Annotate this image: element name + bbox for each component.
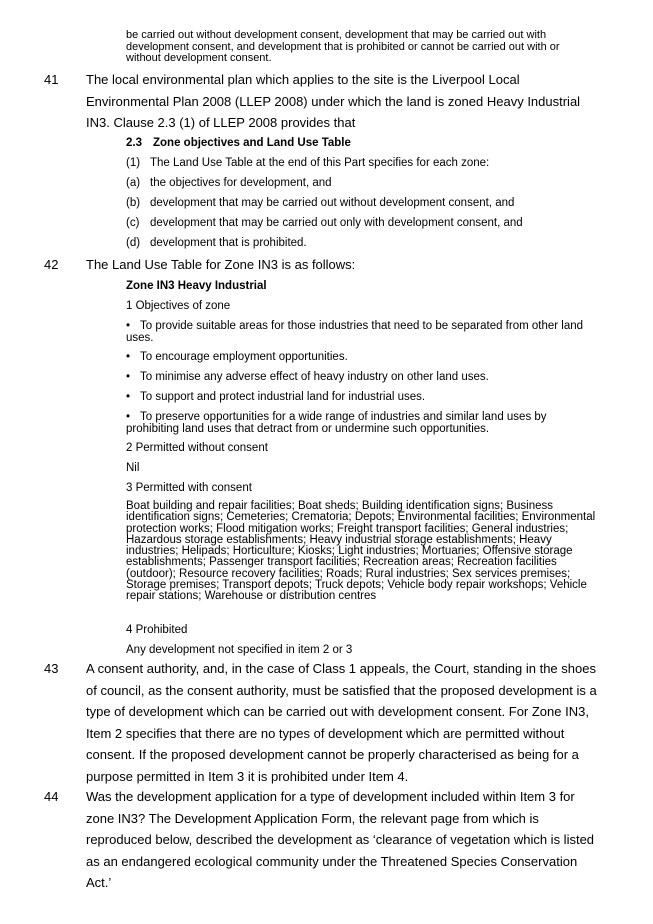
item-marker: (1) <box>126 157 141 169</box>
paragraph-text: The local environmental plan which applies to the site is the Liverpool Local Environmental Plan 2008 (LLEP 2008) under which the land is zoned Heavy Industrial IN3. Clause 2.3 (1) of LLEP 2008 provides that <box>86 72 581 130</box>
prohibited-value: Any development not specified in item 2 or 3 <box>126 644 353 656</box>
objective-item <box>126 391 596 403</box>
zone-title: Zone IN3 Heavy Industrial <box>126 280 267 292</box>
bullet: • <box>126 351 131 363</box>
objective-text: To preserve opportunities for a wide range of industries and similar land uses by prohibiting land uses that detract from or undermine such opportunities. <box>126 411 547 435</box>
item-text: The Land Use Table at the end of this Part specifies for each zone: <box>150 157 490 169</box>
objective-item <box>126 320 596 344</box>
objective-item <box>126 371 596 383</box>
objective-text: To minimise any adverse effect of heavy industry on other land uses. <box>140 371 489 383</box>
paragraph-text: A consent authority, and, in the case of Class 1 appeals, the Court, standing in the shoes of council, as the consent authority, must be satisfied that the proposed development is a type of development which can be carried out with development consent. For Zone IN3, Item 2 specifies that there are no types of development which are permitted without consent. If the proposed development cannot be properly characterised as being for a purpose permitted in Item 3 it is prohibited under Item 4. <box>86 661 597 784</box>
bullet: • <box>126 391 131 403</box>
clause-heading <box>126 137 596 149</box>
prohibited-heading: 4 Prohibited <box>126 624 188 636</box>
objective-item <box>126 351 596 363</box>
quoted-text-fragment: be carried out without development consent, development that may be carried out with development consent, and development that is prohibited or cannot be carried out with or without development consent. <box>126 29 560 64</box>
with-consent-heading: 3 Permitted with consent <box>126 482 252 494</box>
bullet: • <box>126 411 131 423</box>
clause-item <box>126 157 596 169</box>
paragraph-text: The Land Use Table for Zone IN3 is as follows: <box>86 257 356 272</box>
paragraph-number: 42 <box>44 257 59 272</box>
clause-quote <box>126 137 596 249</box>
item-marker: (b) <box>126 197 141 209</box>
item-text: development that is prohibited. <box>150 237 307 249</box>
without-consent-heading: 2 Permitted without consent <box>126 442 268 454</box>
clause-number: 2.3 <box>126 137 142 149</box>
objectives-heading: 1 Objectives of zone <box>126 300 231 312</box>
with-consent-list: Boat building and repair facilities; Boat sheds; Building identification signs; Business identification signs; Cemeteries; Crematoria; Depots; Environmental facilities; Environmental protection works; Flood mitigation works; Freight transport facilities; General industries; Hazardous storage establishments; Heavy industrial storage establishments; Heavy industries; Helipads; Horticulture; Kiosks; Light industries; Mortuaries; Offensive storage establishments; Passenger transport facilities; Recreation areas; Recreation facilities (outdoor); Resource recovery facilities; Roads; Rural industries; Sex services premises; Storage premises; Transport depots; Truck depots; Vehicle body repair workshops; Vehicle repair stations; Warehouse or distribution centres <box>126 500 596 603</box>
objective-item <box>126 411 596 435</box>
paragraph-number: 41 <box>44 72 59 87</box>
item-marker: (c) <box>126 217 140 229</box>
item-text: development that may be carried out only with development consent, and <box>150 217 523 229</box>
item-text: development that may be carried out without development consent, and <box>150 197 515 209</box>
bullet: • <box>126 320 131 332</box>
clause-item <box>126 177 596 189</box>
objective-text: To provide suitable areas for those industries that need to be separated from other land uses. <box>126 320 584 344</box>
paragraph-number: 44 <box>44 789 59 804</box>
without-consent-value: Nil <box>126 462 140 474</box>
clause-item <box>126 217 596 229</box>
clause-item <box>126 237 596 249</box>
clause-title: Zone objectives and Land Use Table <box>153 137 351 149</box>
objective-text: To encourage employment opportunities. <box>140 351 348 363</box>
clause-item <box>126 197 596 209</box>
objective-text: To support and protect industrial land for industrial uses. <box>140 391 426 403</box>
item-marker: (d) <box>126 237 141 249</box>
bullet: • <box>126 371 131 383</box>
item-text: the objectives for development, and <box>150 177 332 189</box>
paragraph-text: Was the development application for a type of development included within Item 3 for zone IN3? The Development Application Form, the relevant page from which is reproduced below, described the development as ‘clearance of vegetation which is listed as an endangered ecological community under the Threatened Species Conservation Act.’ <box>86 789 595 890</box>
paragraph-number: 43 <box>44 661 59 676</box>
item-marker: (a) <box>126 177 141 189</box>
